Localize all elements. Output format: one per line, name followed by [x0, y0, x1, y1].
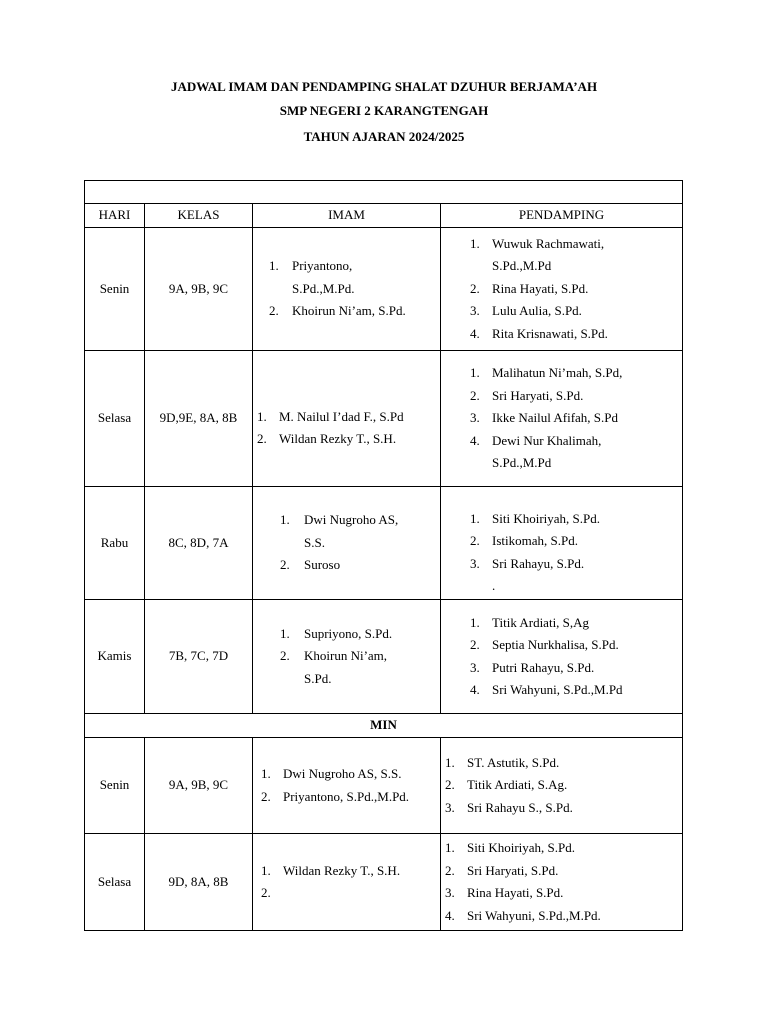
pendamping-cell [441, 600, 683, 714]
list-item: 1. Priyantono, [269, 258, 353, 274]
list-item: 1. Dwi Nugroho AS, [280, 512, 399, 528]
header-pendamping: PENDAMPING [441, 204, 683, 228]
list-item: 2. Septia Nurkhalisa, S.Pd. [470, 637, 619, 652]
school-name: SMP NEGERI 2 KARANGTENGAH [279, 103, 489, 118]
kelas-cell: 9D, 8A, 8B [145, 834, 253, 931]
imam-cell [253, 351, 441, 487]
hari-cell: Senin [85, 738, 145, 834]
list-item: 2. Suroso [280, 557, 341, 573]
list-item: 2. [261, 885, 271, 900]
spacer-cell [85, 181, 683, 204]
kelas-cell: 8C, 8D, 7A [145, 487, 253, 600]
list-item: 3. Rina Hayati, S.Pd. [445, 885, 564, 900]
list-item: 3. Lulu Aulia, S.Pd. [470, 303, 582, 319]
kelas-cell: 9A, 9B, 9C [145, 228, 253, 351]
list-item: 2. Khoirun Ni’am, S.Pd. [269, 303, 406, 319]
hari-cell: Senin [85, 228, 145, 351]
list-item: 3. Sri Rahayu S., S.Pd. [445, 799, 573, 815]
spacer-row [85, 181, 683, 204]
list-item: 2. Khoirun Ni’am, [280, 648, 388, 664]
list-item: 1. M. Nailul I’dad F., S.Pd [257, 408, 404, 424]
min-row [85, 714, 683, 738]
list-item: 2. Istikomah, S.Pd. [470, 533, 578, 548]
imam-cell [253, 487, 441, 600]
list-item: 2. Titik Ardiati, S.Ag. [445, 777, 568, 793]
list-item: 1. Malihatun Ni’mah, S.Pd, [470, 365, 623, 381]
table-row [85, 351, 683, 487]
list-item: 2. Rina Hayati, S.Pd. [470, 280, 589, 296]
pendamping-cell [441, 738, 683, 834]
hari-cell: Kamis [85, 600, 145, 714]
document-title: JADWAL IMAM DAN PENDAMPING SHALAT DZUHUR BERJAMA’AH [170, 79, 598, 94]
list-item: S.Pd.,M.Pd [492, 258, 552, 274]
header-imam: IMAM [253, 204, 441, 228]
header-hari: HARI [85, 204, 145, 228]
list-item: 4. Dewi Nur Khalimah, [470, 432, 602, 448]
list-item: 1. Wildan Rezky T., S.H. [261, 862, 401, 878]
imam-cell [253, 228, 441, 351]
hari-cell: Rabu [85, 487, 145, 600]
list-item: 1. Dwi Nugroho AS, S.S. [261, 766, 402, 781]
list-item: 1. ST. Astutik, S.Pd. [445, 754, 560, 770]
hari-cell: Selasa [85, 351, 145, 487]
imam-cell [253, 834, 441, 931]
list-item: 1. Wuwuk Rachmawati, [470, 235, 605, 251]
list-item: S.Pd. [304, 670, 332, 686]
pendamping-cell [441, 834, 683, 931]
kelas-cell: 9D,9E, 8A, 8B [145, 351, 253, 487]
list-item: 4. Rita Krisnawati, S.Pd. [470, 325, 608, 341]
hari-cell: Selasa [85, 834, 145, 931]
table-row [85, 834, 683, 931]
schedule-table [84, 180, 683, 931]
list-item: S.Pd.,M.Pd. [292, 280, 355, 296]
table-row [85, 738, 683, 834]
kelas-cell: 7B, 7C, 7D [145, 600, 253, 714]
pendamping-cell [441, 351, 683, 487]
header-row [85, 204, 683, 228]
list-item: 2. Sri Haryati, S.Pd. [470, 387, 584, 403]
list-item: . [492, 578, 496, 593]
list-item: 1. Supriyono, S.Pd. [280, 625, 393, 641]
table-row [85, 487, 683, 600]
list-item: 2. Sri Haryati, S.Pd. [445, 862, 559, 878]
list-item: 3. Putri Rahayu, S.Pd. [470, 659, 595, 675]
list-item: 1. Titik Ardiati, S,Ag [470, 614, 590, 630]
imam-cell [253, 738, 441, 834]
min-label: MIN [85, 714, 683, 738]
list-item: S.S. [304, 534, 325, 550]
list-item: 2. Priyantono, S.Pd.,M.Pd. [261, 788, 410, 804]
pendamping-cell [441, 228, 683, 351]
kelas-cell: 9A, 9B, 9C [145, 738, 253, 834]
pendamping-cell [441, 487, 683, 600]
list-item: 4. Sri Wahyuni, S.Pd.,M.Pd. [445, 907, 601, 923]
list-item: 4. Sri Wahyuni, S.Pd.,M.Pd [470, 682, 623, 697]
academic-year: TAHUN AJARAN 2024/2025 [303, 129, 465, 144]
list-item: 3. Ikke Nailul Afifah, S.Pd [470, 410, 619, 426]
imam-cell [253, 600, 441, 714]
header-kelas: KELAS [145, 204, 253, 228]
table-row [85, 228, 683, 351]
list-item: 3. Sri Rahayu, S.Pd. [470, 555, 585, 571]
list-item: 2. Wildan Rezky T., S.H. [257, 431, 397, 446]
list-item: S.Pd.,M.Pd [492, 455, 552, 471]
list-item: 1. Siti Khoiriyah, S.Pd. [470, 510, 600, 526]
list-item: 1. Siti Khoiriyah, S.Pd. [445, 840, 575, 855]
table-row [85, 600, 683, 714]
